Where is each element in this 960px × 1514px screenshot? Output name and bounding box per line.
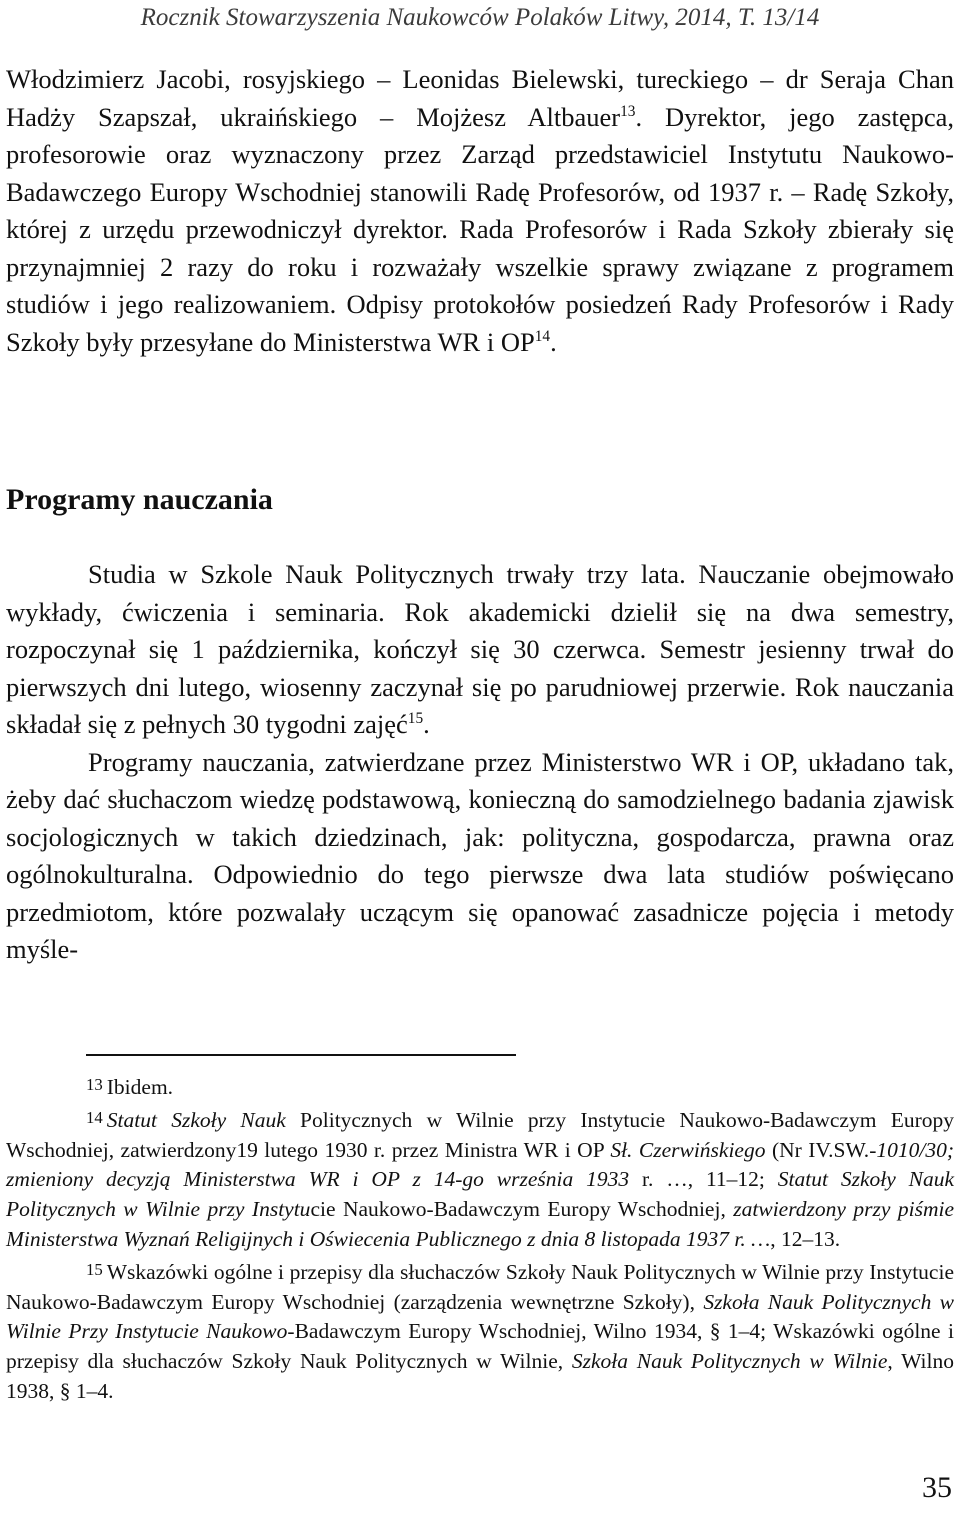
footnote-15-plain-3: , Wilno 1938, § 1–4. <box>6 1349 954 1403</box>
section-paragraph-1 <box>6 556 954 744</box>
footnote-number-14: 14 <box>86 1107 103 1127</box>
footnote-14-italic-4: Statut Szkoły Nauk Politycznych w Wilnie przy Instytu <box>6 1167 955 1222</box>
section-heading: Programy nauczania <box>6 483 273 516</box>
footnote-15-plain-1: Wskazówki ogólne i przepisy dla słuchaczów Szkoły Nauk Politycznych w Wilnie przy Instytucie Naukowo-Badawczym Europy Wschodniej (zarządzenia wewnętrzne Szkoły), <box>6 1259 954 1314</box>
section-paragraph-2: Programy nauczania, zatwierdzane przez Ministerstwo WR i OP, układano tak, żeby dać słuchaczom wiedzę podstawową, konieczną do samodzielnego badania zjawisk socjologicznych w takich dziedzinach, jak: polityczna, gospodarcza, prawna oraz ogólnokulturalna. Odpowiednio do tego pierwsze dwa lata studiów poświęcano przedmiotom, które pozwalały uczącym się opanować zasadnicze pojęcia i metody myśle- <box>6 746 954 964</box>
running-header: Rocznik Stowarzyszenia Naukowców Polaków Litwy, 2014, T. 13/14 <box>140 4 820 31</box>
footnote-15 <box>6 1255 954 1407</box>
intro-paragraph <box>6 61 954 361</box>
footnotes <box>6 1070 954 1407</box>
footnote-14-plain-5: , 12–13. <box>770 1226 841 1251</box>
footnote-ref-14[interactable]: 14 <box>534 327 551 345</box>
footnote-14-plain-2: (Nr IV.SW. <box>765 1137 870 1162</box>
footnote-ref-13[interactable]: 13 <box>620 102 636 120</box>
footnote-number-15: 15 <box>86 1259 103 1279</box>
footnote-13 <box>6 1070 954 1103</box>
page-number: 35 <box>922 1471 952 1504</box>
footnote-14-italic-3: -1010/30; zmieniony decyzją Ministerstwa WR i OP z 14-go września 1933 <box>6 1137 954 1192</box>
footnote-14-plain-4: cie Naukowo-Badawczym Europy Wschodniej, <box>310 1197 734 1222</box>
footnote-13-text: Ibidem. <box>106 1075 174 1099</box>
footnote-separator <box>86 1054 516 1056</box>
footnote-14-italic-2: Sł. Czerwińskiego <box>610 1137 766 1162</box>
footnote-ref-15[interactable]: 15 <box>407 710 424 728</box>
footnote-15-plain-2: Badawczym Europy Wschodniej, Wilno 1934, § 1–4; Wskazówki ogólne i przepisy dla słuchaczów Szkoły Nauk Politycznych w Wilnie, <box>6 1319 954 1374</box>
intro-text-part-3: . <box>550 326 557 357</box>
paragraph-1-end: . <box>423 709 430 739</box>
footnote-14 <box>6 1103 954 1255</box>
footnote-14-plain-3: r. …, 11–12; <box>629 1167 778 1192</box>
footnote-14-italic-5: zatwierdzony przy piśmie Ministerstwa Wyznań Religijnych i Oświecenia Publicznego z dnia 8 listopada 1937 r. … <box>6 1197 954 1251</box>
intro-text-part-2: . Dyrektor, jego zastępca, profesorowie oraz wyznaczony przez Zarząd przedstawiciel Instytutu Naukowo-Badawczego Europy Wschodniej stanowili Radę Profesorów, od 1937 r. – Radę Szkoły, której z urzędu przewodniczył dyrektor. Rada Profesorów i Rada Szkoły zbierały się przynajmniej 2 razy do roku i rozważały wszelkie sprawy związane z programem studiów i jego realizowaniem. Odpisy protokołów posiedzeń Rady Profesorów i Rady Szkoły były przesyłane do Ministerstwa WR i OP <box>6 101 954 357</box>
intro-text-part-1: Włodzimierz Jacobi, rosyjskiego – Leonidas Bielewski, tureckiego – dr Seraja Chan Hadży Szapszał, ukraińskiego – Mojżesz Altbauer <box>6 64 954 132</box>
paragraph-1-text: Studia w Szkole Nauk Politycznych trwały trzy lata. Nauczanie obejmowało wykłady, ćwiczenia i seminaria. Rok akademicki dzielił się na dwa semestry, rozpoczynał się 1 października, kończył się 30 czerwca. Semestr jesienny trwał do pierwszych dni lutego, wiosenny zaczynał się po parudniowej przerwie. Rok nauczania składał się z pełnych 30 tygodni zajęć <box>6 559 954 739</box>
footnote-number-13: 13 <box>86 1075 103 1094</box>
footnote-15-italic-1: Szkoła Nauk Politycznych w Wilnie Przy Instytucie Naukowo- <box>6 1289 954 1344</box>
footnote-14-italic-1: Statut Szkoły Nauk <box>106 1107 286 1132</box>
footnote-15-italic-2: Szkoła Nauk Politycznych w Wilnie <box>571 1349 888 1374</box>
intro-paragraph-block <box>6 61 954 361</box>
section-body <box>6 556 954 969</box>
footnote-14-plain-1: Politycznych w Wilnie przy Instytucie Naukowo-Badawczym Europy Wschodniej, zatwierdzony19 lutego 1930 r. przez Ministra WR i OP <box>6 1107 954 1162</box>
